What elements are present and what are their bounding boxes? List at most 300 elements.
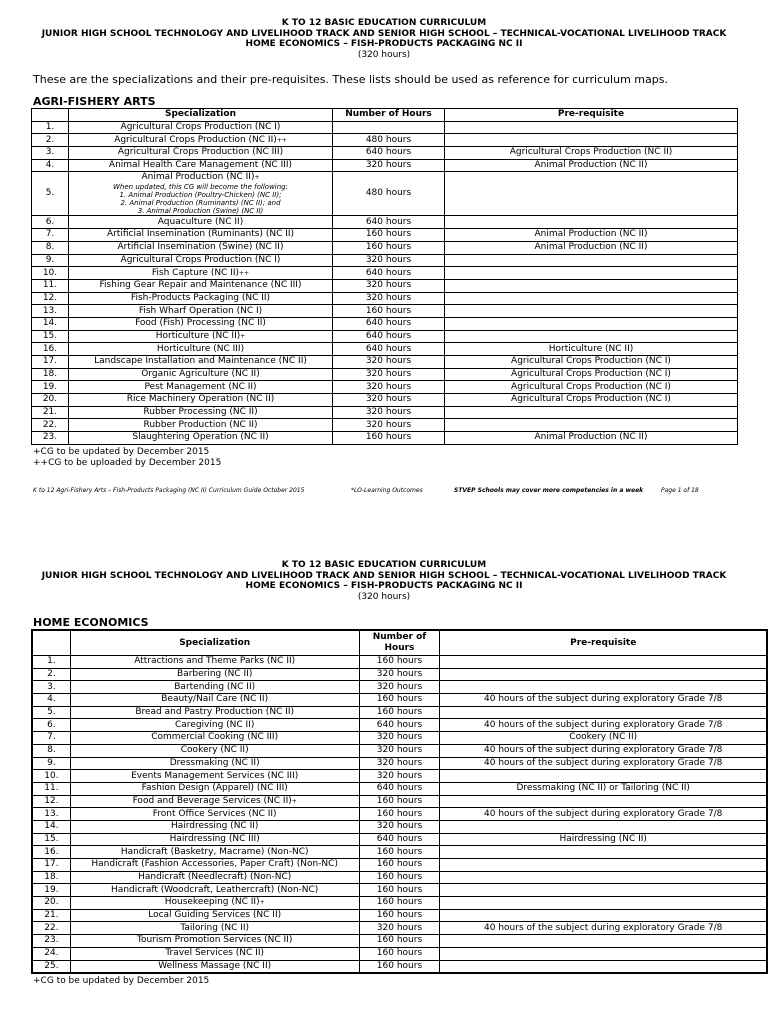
page-1 xyxy=(0,18,768,495)
row-prerequisite: Agricultural Crops Production (NC II) xyxy=(445,147,738,160)
row-hours: 320 hours xyxy=(333,356,445,369)
row-prerequisite xyxy=(440,935,767,948)
row-prerequisite: Animal Production (NC II) xyxy=(445,229,738,242)
row-specialization xyxy=(69,432,333,445)
specialization-name: Hairdressing (NC III) xyxy=(169,833,260,844)
row-prerequisite xyxy=(445,279,738,292)
row-number: 16. xyxy=(32,343,69,356)
row-hours: 320 hours xyxy=(333,368,445,381)
row-hours: 320 hours xyxy=(359,922,440,935)
specialization-name: Agricultural Crops Production (NC II) xyxy=(114,134,277,145)
row-number: 6. xyxy=(32,216,69,229)
page-footer xyxy=(33,487,723,495)
col-header-specialization: Specialization xyxy=(69,109,333,122)
specialization-name: Fish Capture (NC II) xyxy=(151,267,240,278)
row-hours: 640 hours xyxy=(333,317,445,330)
row-hours: 320 hours xyxy=(333,254,445,267)
row-number: 22. xyxy=(32,922,70,935)
row-note-line: 3. Animal Production (Swine) (NC II) xyxy=(137,207,264,216)
row-number: 15. xyxy=(32,330,69,343)
row-prerequisite: 40 hours of the subject during exploratory Grade 7/8 xyxy=(440,757,767,770)
row-specialization xyxy=(69,254,333,267)
row-specialization xyxy=(70,859,359,872)
row-number: 6. xyxy=(32,719,70,732)
row-hours: 640 hours xyxy=(333,216,445,229)
row-number: 18. xyxy=(32,368,69,381)
row-hours: 320 hours xyxy=(359,744,440,757)
row-hours: 640 hours xyxy=(333,330,445,343)
specialization-name: Handicraft (Needlecraft) (Non-NC) xyxy=(138,872,292,883)
row-number: 17. xyxy=(32,859,70,872)
specialization-name: Travel Services (NC II) xyxy=(165,948,264,959)
specialization-name: Artificial Insemination (Swine) (NC II) xyxy=(117,242,284,253)
table-row xyxy=(32,871,767,884)
row-number: 18. xyxy=(32,871,70,884)
page-header xyxy=(0,18,768,60)
footnotes xyxy=(0,447,768,469)
row-prerequisite xyxy=(445,305,738,318)
table-row xyxy=(32,732,767,745)
row-number: 21. xyxy=(32,406,69,419)
row-number: 3. xyxy=(32,681,70,694)
row-specialization xyxy=(70,694,359,707)
specialization-name: Horticulture (NC III) xyxy=(156,343,245,354)
row-prerequisite: Agricultural Crops Production (NC I) xyxy=(445,394,738,407)
specialization-name: Fishing Gear Repair and Maintenance (NC III) xyxy=(99,280,302,291)
row-prerequisite xyxy=(440,960,767,973)
row-prerequisite xyxy=(445,317,738,330)
row-prerequisite xyxy=(445,172,738,216)
specialization-name: Commercial Cooking (NC III) xyxy=(151,732,279,743)
specialization-name: Food (Fish) Processing (NC II) xyxy=(135,318,266,329)
row-number: 11. xyxy=(32,782,70,795)
row-hours: 320 hours xyxy=(333,279,445,292)
table-row xyxy=(32,833,767,846)
row-hours: 160 hours xyxy=(359,871,440,884)
row-number: 3. xyxy=(32,147,69,160)
row-number: 10. xyxy=(32,267,69,280)
row-number: 20. xyxy=(32,394,69,407)
row-prerequisite: Animal Production (NC II) xyxy=(445,241,738,254)
row-number: 20. xyxy=(32,897,70,910)
specialization-name: Food and Beverage Services (NC II) xyxy=(132,795,292,806)
row-hours: 320 hours xyxy=(333,419,445,432)
row-specialization xyxy=(69,147,333,160)
row-hours: 320 hours xyxy=(333,292,445,305)
footnotes xyxy=(0,976,768,987)
footnote-marker: ++ xyxy=(276,136,287,144)
row-specialization xyxy=(70,782,359,795)
row-number: 8. xyxy=(32,744,70,757)
row-specialization xyxy=(69,134,333,147)
specialization-name: Dressmaking (NC II) xyxy=(169,757,260,768)
page-2 xyxy=(0,560,768,987)
col-header-specialization: Specialization xyxy=(70,630,359,656)
footer-page: Page 1 of 18 xyxy=(661,486,699,494)
specialization-name: Attractions and Theme Parks (NC II) xyxy=(134,656,296,667)
table-row xyxy=(32,960,767,973)
table-row xyxy=(32,216,738,229)
row-hours: 160 hours xyxy=(359,960,440,973)
row-number: 4. xyxy=(32,694,70,707)
specialization-name: Horticulture (NC II) xyxy=(155,330,241,341)
specialization-name: Slaughtering Operation (NC II) xyxy=(132,432,269,443)
row-prerequisite xyxy=(440,846,767,859)
header-line-1: K TO 12 BASIC EDUCATION CURRICULUM xyxy=(281,560,487,570)
table-row xyxy=(32,134,738,147)
footer-middle: *LO-Learning Outcomes xyxy=(351,486,423,494)
row-hours: 160 hours xyxy=(359,846,440,859)
row-hours: 160 hours xyxy=(359,656,440,669)
row-specialization xyxy=(69,292,333,305)
row-hours: 320 hours xyxy=(359,668,440,681)
row-hours: 160 hours xyxy=(359,909,440,922)
header-line-1: K TO 12 BASIC EDUCATION CURRICULUM xyxy=(281,18,487,28)
specialization-name: Handicraft (Fashion Accessories, Paper Craft) (Non-NC) xyxy=(91,859,338,870)
row-specialization xyxy=(70,833,359,846)
row-specialization xyxy=(69,330,333,343)
specialization-name: Pest Management (NC II) xyxy=(144,381,257,392)
row-number: 23. xyxy=(32,432,69,445)
row-hours: 320 hours xyxy=(333,381,445,394)
row-number: 5. xyxy=(32,706,70,719)
row-prerequisite: 40 hours of the subject during exploratory Grade 7/8 xyxy=(440,744,767,757)
row-prerequisite: Agricultural Crops Production (NC I) xyxy=(445,356,738,369)
row-prerequisite: Animal Production (NC II) xyxy=(445,159,738,172)
row-number: 25. xyxy=(32,960,70,973)
table-row xyxy=(32,254,738,267)
row-specialization xyxy=(70,947,359,960)
row-hours: 640 hours xyxy=(359,782,440,795)
footnote: ++CG to be uploaded by December 2015 xyxy=(33,457,222,468)
row-prerequisite xyxy=(445,267,738,280)
row-prerequisite: 40 hours of the subject during exploratory Grade 7/8 xyxy=(440,808,767,821)
row-hours: 320 hours xyxy=(359,820,440,833)
row-number: 15. xyxy=(32,833,70,846)
row-specialization xyxy=(70,884,359,897)
specialization-name: Barbering (NC II) xyxy=(177,669,253,680)
row-hours xyxy=(333,121,445,134)
row-number: 5. xyxy=(32,172,69,216)
row-prerequisite xyxy=(440,897,767,910)
row-prerequisite: Agricultural Crops Production (NC I) xyxy=(445,381,738,394)
table-row xyxy=(32,744,767,757)
specialization-name: Landscape Installation and Maintenance (NC II) xyxy=(94,356,307,367)
row-prerequisite: Horticulture (NC II) xyxy=(445,343,738,356)
row-prerequisite xyxy=(445,216,738,229)
row-specialization xyxy=(70,656,359,669)
row-number: 16. xyxy=(32,846,70,859)
home-economics-table xyxy=(31,629,768,974)
row-specialization xyxy=(69,406,333,419)
row-prerequisite xyxy=(440,884,767,897)
row-specialization xyxy=(70,795,359,808)
table-row xyxy=(32,859,767,872)
row-specialization xyxy=(69,241,333,254)
specialization-name: Rubber Production (NC II) xyxy=(143,419,258,430)
row-number: 9. xyxy=(32,757,70,770)
table-row xyxy=(32,394,738,407)
specialization-name: Tailoring (NC II) xyxy=(180,922,250,933)
row-prerequisite xyxy=(445,292,738,305)
row-prerequisite xyxy=(440,770,767,783)
row-hours: 320 hours xyxy=(359,681,440,694)
row-number: 10. xyxy=(32,770,70,783)
table-row xyxy=(32,381,738,394)
row-prerequisite xyxy=(440,681,767,694)
row-specialization xyxy=(69,305,333,318)
specialization-name: Aquaculture (NC II) xyxy=(157,216,244,227)
row-specialization xyxy=(70,960,359,973)
specialization-name: Fish-Products Packaging (NC II) xyxy=(130,292,271,303)
row-prerequisite xyxy=(440,947,767,960)
specialization-name: Cookery (NC II) xyxy=(180,745,249,756)
table-row xyxy=(32,808,767,821)
row-prerequisite xyxy=(440,871,767,884)
header-line-2: JUNIOR HIGH SCHOOL TECHNOLOGY AND LIVELIHOOD TRACK AND SENIOR HIGH SCHOOL – TECHNICAL-VOCATIONAL LIVELIHOOD TRACK xyxy=(41,570,727,581)
row-hours: 160 hours xyxy=(359,884,440,897)
specialization-name: Agricultural Crops Production (NC I) xyxy=(120,122,281,133)
table-row xyxy=(32,668,767,681)
row-number: 4. xyxy=(32,159,69,172)
table-row xyxy=(32,305,738,318)
row-number: 19. xyxy=(32,884,70,897)
row-number: 23. xyxy=(32,935,70,948)
specialization-name: Fashion Design (Apparel) (NC III) xyxy=(141,783,288,794)
table-row xyxy=(32,406,738,419)
footnote: +CG to be updated by December 2015 xyxy=(33,976,210,987)
row-specialization xyxy=(70,719,359,732)
table-row xyxy=(32,770,767,783)
row-number: 9. xyxy=(32,254,69,267)
row-hours: 320 hours xyxy=(359,757,440,770)
row-prerequisite xyxy=(440,656,767,669)
row-hours: 640 hours xyxy=(359,833,440,846)
row-specialization xyxy=(70,681,359,694)
specialization-name: Front Office Services (NC II) xyxy=(152,808,277,819)
table-row xyxy=(32,229,738,242)
col-header-prerequisite: Pre-requisite xyxy=(445,109,738,122)
row-hours: 320 hours xyxy=(333,406,445,419)
row-number: 1. xyxy=(32,656,70,669)
row-prerequisite: 40 hours of the subject during exploratory Grade 7/8 xyxy=(440,719,767,732)
row-hours: 160 hours xyxy=(359,897,440,910)
row-hours: 160 hours xyxy=(333,305,445,318)
row-hours: 640 hours xyxy=(333,147,445,160)
row-number: 7. xyxy=(32,732,70,745)
row-prerequisite xyxy=(445,406,738,419)
row-number: 12. xyxy=(32,795,70,808)
row-prerequisite xyxy=(445,134,738,147)
intro-text: These are the specializations and their pre-requisites. These lists should be used as reference for curriculum maps. xyxy=(33,73,668,86)
row-prerequisite: 40 hours of the subject during exploratory Grade 7/8 xyxy=(440,922,767,935)
table-row xyxy=(32,121,738,134)
row-specialization xyxy=(69,419,333,432)
row-specialization xyxy=(69,267,333,280)
row-prerequisite xyxy=(445,330,738,343)
row-hours: 640 hours xyxy=(333,343,445,356)
row-prerequisite xyxy=(440,706,767,719)
row-specialization xyxy=(69,317,333,330)
footnote-marker: + xyxy=(259,899,265,907)
table-row xyxy=(32,719,767,732)
row-hours: 160 hours xyxy=(359,859,440,872)
row-number: 13. xyxy=(32,305,69,318)
header-hours: (320 hours) xyxy=(357,49,411,60)
section-title-agri-fishery: AGRI-FISHERY ARTS xyxy=(33,95,156,108)
row-number: 12. xyxy=(32,292,69,305)
row-hours: 160 hours xyxy=(359,795,440,808)
specialization-name: Bread and Pastry Production (NC II) xyxy=(135,707,295,718)
row-prerequisite xyxy=(440,668,767,681)
row-number: 24. xyxy=(32,947,70,960)
table-row xyxy=(32,884,767,897)
row-note-line: When updated, this CG will become the following: xyxy=(113,183,288,192)
row-hours: 640 hours xyxy=(333,267,445,280)
row-specialization xyxy=(69,356,333,369)
row-hours: 160 hours xyxy=(359,694,440,707)
specialization-name: Beauty/Nail Care (NC II) xyxy=(161,694,269,705)
table-row xyxy=(32,922,767,935)
row-number: 13. xyxy=(32,808,70,821)
table-row xyxy=(32,241,738,254)
row-hours: 160 hours xyxy=(333,229,445,242)
row-hours: 160 hours xyxy=(333,241,445,254)
table-row xyxy=(32,795,767,808)
row-specialization xyxy=(70,732,359,745)
row-specialization xyxy=(70,668,359,681)
table-row xyxy=(32,159,738,172)
page-header xyxy=(0,560,768,602)
specialization-name: Animal Health Care Management (NC III) xyxy=(108,160,293,171)
table-row xyxy=(32,279,738,292)
footer-left: K to 12 Agri-Fishery Arts – Fish-Products Packaging (NC II) Curriculum Guide October 2015 xyxy=(33,486,305,494)
row-hours: 320 hours xyxy=(359,732,440,745)
row-prerequisite xyxy=(445,121,738,134)
specialization-name: Agricultural Crops Production (NC III) xyxy=(117,147,284,158)
row-number: 21. xyxy=(32,909,70,922)
row-number: 2. xyxy=(32,668,70,681)
col-header-prerequisite: Pre-requisite xyxy=(440,630,767,656)
header-line-3: HOME ECONOMICS – FISH-PRODUCTS PACKAGING NC II xyxy=(245,581,523,591)
row-number: 14. xyxy=(32,317,69,330)
row-number: 14. xyxy=(32,820,70,833)
row-prerequisite: Hairdressing (NC II) xyxy=(440,833,767,846)
table-row xyxy=(32,172,738,216)
table-row xyxy=(32,343,738,356)
row-prerequisite xyxy=(440,820,767,833)
table-row xyxy=(32,292,738,305)
footer-right: STVEP Schools may cover more competencies in a week xyxy=(454,486,644,494)
table-row xyxy=(32,897,767,910)
row-prerequisite: Dressmaking (NC II) or Tailoring (NC II) xyxy=(440,782,767,795)
row-specialization xyxy=(69,159,333,172)
specialization-name: Artificial Insemination (Ruminants) (NC II) xyxy=(106,229,295,240)
table-row xyxy=(32,432,738,445)
table-row xyxy=(32,846,767,859)
row-prerequisite xyxy=(445,419,738,432)
row-hours: 160 hours xyxy=(359,947,440,960)
row-prerequisite xyxy=(445,254,738,267)
table-row xyxy=(32,330,738,343)
table-row xyxy=(32,656,767,669)
row-hours: 480 hours xyxy=(333,172,445,216)
specialization-name: Caregiving (NC II) xyxy=(174,719,255,730)
row-specialization xyxy=(70,706,359,719)
row-hours: 160 hours xyxy=(359,706,440,719)
table-row xyxy=(32,267,738,280)
table-row xyxy=(32,820,767,833)
specialization-name: Local Guiding Services (NC II) xyxy=(148,910,282,921)
row-specialization xyxy=(69,343,333,356)
row-specialization xyxy=(69,394,333,407)
row-number: 19. xyxy=(32,381,69,394)
agri-fishery-table xyxy=(31,108,738,445)
table-row xyxy=(32,681,767,694)
table-row xyxy=(32,147,738,160)
specialization-name: Animal Production (NC II) xyxy=(141,172,255,183)
row-specialization xyxy=(69,381,333,394)
row-prerequisite: Agricultural Crops Production (NC I) xyxy=(445,368,738,381)
row-prerequisite xyxy=(440,859,767,872)
row-number: 2. xyxy=(32,134,69,147)
row-hours: 640 hours xyxy=(359,719,440,732)
specialization-name: Tourism Promotion Services (NC II) xyxy=(136,935,293,946)
table-row xyxy=(32,909,767,922)
row-note-line: 2. Animal Production (Ruminants) (NC II); and xyxy=(120,199,281,208)
row-prerequisite: Animal Production (NC II) xyxy=(445,432,738,445)
row-specialization xyxy=(70,820,359,833)
row-specialization xyxy=(69,172,333,216)
col-header-hours: Number of Hours xyxy=(333,109,445,122)
specialization-name: Fish Wharf Operation (NC I) xyxy=(138,305,263,316)
row-specialization xyxy=(70,846,359,859)
specialization-name: Organic Agriculture (NC II) xyxy=(141,369,260,380)
row-specialization xyxy=(69,229,333,242)
row-specialization xyxy=(70,871,359,884)
row-number: 11. xyxy=(32,279,69,292)
row-hours: 320 hours xyxy=(333,394,445,407)
row-specialization xyxy=(69,368,333,381)
row-specialization xyxy=(69,279,333,292)
footnote-marker: + xyxy=(254,174,260,182)
col-header-number xyxy=(32,630,70,656)
row-specialization xyxy=(69,216,333,229)
table-header-row xyxy=(32,630,767,656)
row-number: 7. xyxy=(32,229,69,242)
footnote-marker: + xyxy=(240,332,246,340)
table-row xyxy=(32,947,767,960)
row-number: 8. xyxy=(32,241,69,254)
row-prerequisite: Cookery (NC II) xyxy=(440,732,767,745)
table-row xyxy=(32,356,738,369)
row-specialization xyxy=(70,922,359,935)
table-row xyxy=(32,706,767,719)
row-note-line: 1. Animal Production (Poultry-Chicken) (NC II); xyxy=(119,191,282,200)
col-header-number xyxy=(32,109,69,122)
row-number: 1. xyxy=(32,121,69,134)
row-number: 22. xyxy=(32,419,69,432)
row-hours: 160 hours xyxy=(359,808,440,821)
specialization-name: Handicraft (Woodcraft, Leathercraft) (Non-NC) xyxy=(111,884,319,895)
footnote-marker: ++ xyxy=(239,269,250,277)
row-specialization xyxy=(69,121,333,134)
table-row xyxy=(32,757,767,770)
header-line-2: JUNIOR HIGH SCHOOL TECHNOLOGY AND LIVELIHOOD TRACK AND SENIOR HIGH SCHOOL – TECHNICAL-VOCATIONAL LIVELIHOOD TRACK xyxy=(41,28,727,39)
row-specialization xyxy=(70,757,359,770)
row-prerequisite: 40 hours of the subject during exploratory Grade 7/8 xyxy=(440,694,767,707)
specialization-name: Events Management Services (NC III) xyxy=(131,770,299,781)
